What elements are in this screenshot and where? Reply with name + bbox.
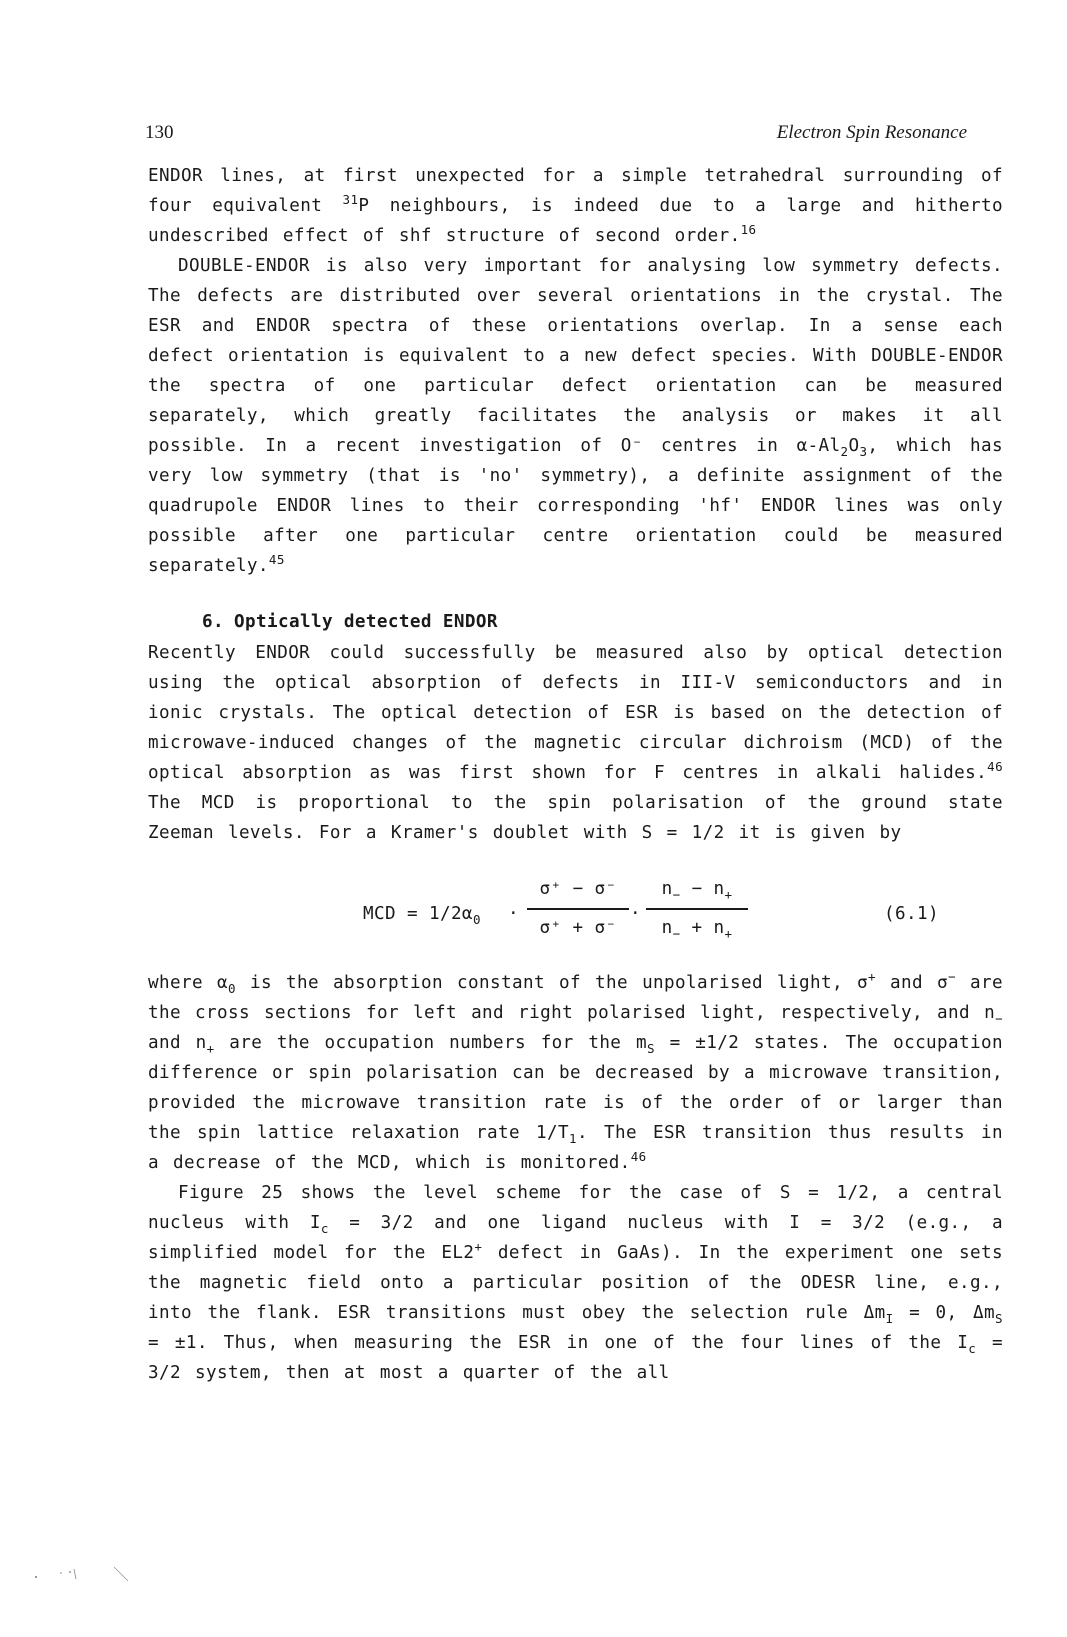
body-text-top bbox=[148, 161, 1003, 581]
fraction-sigma bbox=[527, 874, 629, 943]
reference-46: 46 bbox=[630, 1149, 647, 1164]
reference-16: 16 bbox=[740, 222, 757, 237]
fraction-denominator: σ⁺ + σ⁻ bbox=[539, 917, 617, 938]
isotope-superscript: 31 bbox=[342, 192, 359, 207]
fraction-numerator: σ⁺ − σ⁻ bbox=[539, 879, 617, 899]
section-number: 6. bbox=[202, 612, 224, 632]
section-title: Optically detected ENDOR bbox=[234, 612, 498, 632]
section-heading bbox=[202, 612, 508, 632]
fraction-bar bbox=[527, 908, 629, 910]
equation-6-1 bbox=[0, 860, 1067, 960]
paragraph-where: where $\alpha_0$ is the absorption constant of the unpolarised light, σ+ and σ− are the cross sections for left and right polarised light, respectively, and $n_-$ and $n_+$ are the occupation numbers for the $m_S = \pm 1/2$ states. The occupation difference or spin polarisation can be decreased by a microwave transition, provided the microwave transition rate is of the order of or larger than the spin lattice relaxation rate $1/T_1$. The ESR transition thus results in a decrease of the MCD, which is monitored.$^{46}$ bbox=[148, 969, 1004, 1173]
paragraph-double-endor: DOUBLE-ENDOR is also very important for analysing low symmetry defects. The defects are distributed over several orientations in the crystal. The ESR and ENDOR spectra of these orientations overlap. In a sense each defect orientation is equivalent to a new defect species. With DOUBLE-ENDOR the spectra of one particular defect orientation can be measured separately, which greatly facilitates the analysis or makes it all possible. In a recent investigation of O⁻ centres in $\alpha-Al_2O_3$, which has very low symmetry (that is 'no' symmetry), a definite assignment of the quadrupole ENDOR lines to their corresponding 'hf' ENDOR lines was only possible after one particular centre orientation could be measured separately.$^{45}$ bbox=[148, 256, 1003, 576]
page-number: 130 bbox=[145, 122, 174, 143]
multiply-dot: · bbox=[630, 904, 641, 924]
fraction-numerator: $n_- - n_+$ bbox=[661, 879, 733, 902]
reference-46: 46 bbox=[987, 759, 1003, 774]
paragraph-endor-lines: ENDOR lines, at first unexpected for a simple tetrahedral surrounding of four equivalent $^{31}$P neighbours, is indeed due to a large and hitherto undescribed effect of shf structure of second order.$^{16}$ bbox=[148, 166, 1003, 246]
body-text-section bbox=[148, 638, 1003, 848]
fraction-bar bbox=[646, 908, 748, 910]
paragraph-optical-detection: Recently ENDOR could successfully be measured also by optical detection using the optical absorption of defects in III-V semiconductors and in ionic crystals. The optical detection of ESR is based on the detection of microwave-induced changes of the magnetic circular dichroism (MCD) of the optical absorption as was first shown for F centres in alkali halides.$^{46}$ The MCD is proportional to the spin polarisation of the ground state Zeeman levels. For a Kramer's doublet with S = 1/2 it is given by bbox=[148, 643, 1003, 843]
multiply-dot: · bbox=[508, 904, 519, 924]
equation-lhs: MCD = $1/2\alpha_0$ bbox=[363, 904, 481, 927]
paragraph-figure-25: Figure 25 shows the level scheme for the case of S = 1/2, a central nucleus with $I_c = 3/2$ and one ligand nucleus with I = 3/2 (e.g., a simplified model for the EL2+ defect in GaAs). In the experiment one sets the magnetic field onto a particular position of the ODESR line, e.g., into the flank. ESR transitions must obey the selection rule $\Delta m_I = 0$, $\Delta m_S = \pm 1$. Thus, when measuring the ESR in one of the four lines of the $I_c = 3/2$ system, then at most a quarter of the all bbox=[148, 1183, 1003, 1383]
reference-45: 45 bbox=[268, 552, 285, 567]
equation-number: (6.1) bbox=[884, 904, 939, 924]
body-text-bottom bbox=[148, 968, 1003, 1388]
fraction-denominator: $n_- + n_+$ bbox=[661, 917, 733, 941]
fraction-occupation bbox=[646, 874, 748, 943]
running-title: Electron Spin Resonance bbox=[776, 122, 967, 143]
scan-speck-marks bbox=[30, 1565, 140, 1585]
